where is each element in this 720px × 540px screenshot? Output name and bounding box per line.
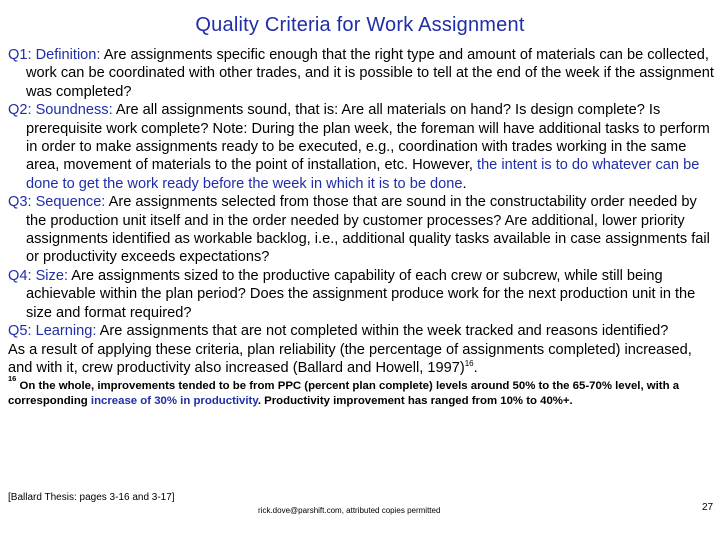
criterion-q1-text: Are assignments specific enough that the right type and amount of materials can be collected, work can be coordinated with other trades, and it is possible to tell at the end of the week if the assignment was completed? — [26, 47, 714, 100]
criterion-q2-text: Are all assignments sound, that is: Are all materials on hand? Is design complete? Is prerequisite work complete? Note: During the plan week, the foreman will have additional tasks to perform in order to make assignments ready to be executed, e.g., coordination with trades working in the same area, movement of materials to the point of installation, etc. However, — [26, 102, 710, 174]
criterion-q3-label: Q3: Sequence: — [8, 194, 106, 211]
criterion-q4-label: Q4: Size: — [8, 267, 69, 284]
result-paragraph — [8, 341, 714, 378]
footnote-text: On the whole, improvements tended to be from PPC (percent plan complete) levels around 50% to the 65-70% level, with a corresponding — [8, 380, 680, 407]
slide-title: Quality Criteria for Work Assignment — [195, 14, 525, 36]
criterion-q5 — [8, 322, 714, 340]
criterion-q3 — [8, 193, 714, 267]
footnote-highlight: increase of 30% in productivity — [90, 394, 258, 407]
criterion-q5-text: Are assignments that are not completed within the week tracked and reasons identified? — [96, 323, 669, 340]
result-footnote-marker: 16 — [464, 359, 474, 369]
criterion-q2-highlight: the intent is to do whatever can be done to get the work ready before the week in which it is to be done — [26, 157, 700, 192]
footnote — [8, 374, 714, 408]
thesis-reference: [Ballard Thesis: pages 3-16 and 3-17] — [8, 492, 175, 503]
result-text: As a result of applying these criteria, plan reliability (the percentage of assignments completed) increased, and with it, crew productivity also increased (Ballard and Howell, 1997) — [8, 341, 692, 376]
criterion-q5-label: Q5: Learning: — [8, 323, 97, 340]
criterion-q2 — [8, 101, 714, 193]
criterion-q3-text: Are assignments selected from those that are sound in the constructability order needed by the production unit itself and in the order needed by customer processes? Are additional, lower priority assignments identified as workable backlog, i.e., additional quality tasks available in case assignments fail or productivity exceeds expectations? — [26, 194, 710, 266]
copyright-credit: rick.dove@parshift.com, attributed copies permitted — [258, 506, 441, 515]
criterion-q1 — [8, 46, 714, 101]
slide-body — [8, 46, 714, 409]
result-end: . — [473, 359, 478, 376]
criterion-q1-label: Q1: Definition: — [8, 47, 101, 63]
page-number: 27 — [702, 502, 714, 513]
footnote-end: . Productivity improvement has ranged from 10% to 40%+. — [257, 394, 573, 407]
criterion-q2-end: . — [462, 175, 467, 192]
footnote-number: 16 — [8, 374, 17, 384]
criterion-q4 — [8, 267, 714, 322]
criterion-q2-label: Q2: Soundness: — [8, 102, 113, 119]
criterion-q4-text: Are assignments sized to the productive capability of each crew or subcrew, while still being achievable within the plan period? Does the assignment produce work for the next production unit in the size and format required? — [26, 267, 696, 321]
